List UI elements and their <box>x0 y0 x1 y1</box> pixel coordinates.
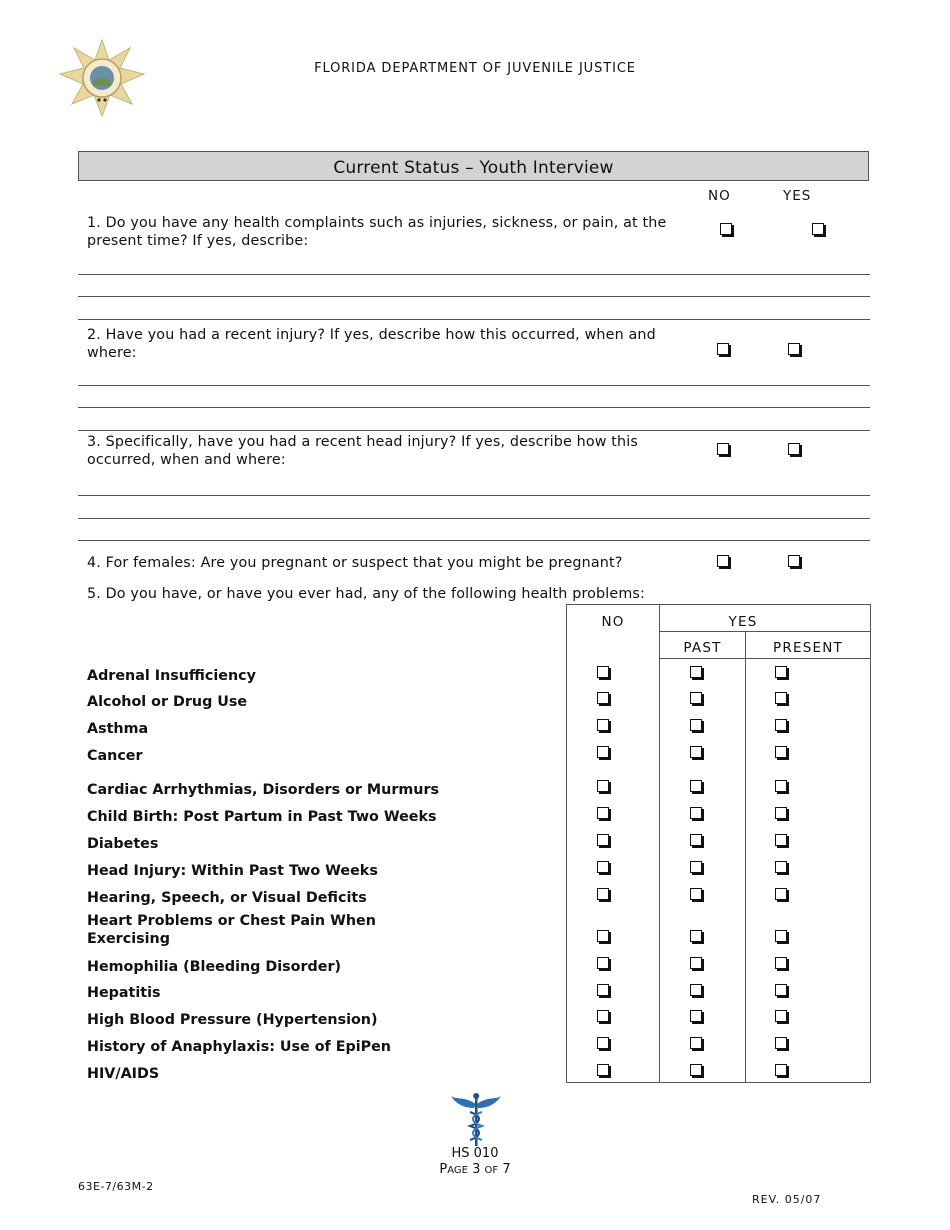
question-2-no-checkbox[interactable] <box>717 343 729 355</box>
problem-label: History of Anaphylaxis: Use of EpiPen <box>87 1039 391 1055</box>
problem-label: Diabetes <box>87 836 159 852</box>
answer-line <box>78 540 870 541</box>
table-border-right <box>870 604 871 1083</box>
form-code: HS 010 <box>451 1146 499 1161</box>
question-5-text: 5. Do you have, or have you ever had, any of the following health problems: <box>87 586 645 602</box>
problem-past-checkbox[interactable] <box>690 807 702 819</box>
caduceus-icon <box>450 1092 502 1148</box>
table-divider-no-yes <box>659 604 660 1083</box>
table-rule-yes-sub <box>659 631 871 632</box>
problem-present-checkbox[interactable] <box>775 888 787 900</box>
page-indicator <box>0 1162 950 1177</box>
table-yes-header: YES <box>728 614 758 630</box>
question-2-yes-checkbox[interactable] <box>788 343 800 355</box>
section-title: Current Status – Youth Interview <box>78 151 869 181</box>
problem-label: Alcohol or Drug Use <box>87 694 248 710</box>
star-badge-seal-icon <box>58 38 146 118</box>
problem-present-checkbox[interactable] <box>775 1037 787 1049</box>
problem-no-checkbox[interactable] <box>597 861 609 873</box>
problem-no-checkbox[interactable] <box>597 666 609 678</box>
problem-label: Adrenal Insufficiency <box>87 668 256 684</box>
answer-line <box>78 296 870 297</box>
problem-label: Child Birth: Post Partum in Past Two Weeks <box>87 809 437 825</box>
table-divider-past-present <box>745 631 746 1083</box>
answer-line <box>78 319 870 320</box>
problem-label: Asthma <box>87 721 149 737</box>
problem-past-checkbox[interactable] <box>690 666 702 678</box>
problem-no-checkbox[interactable] <box>597 719 609 731</box>
problem-present-checkbox[interactable] <box>775 666 787 678</box>
question-1-yes-checkbox[interactable] <box>812 223 824 235</box>
problem-past-checkbox[interactable] <box>690 834 702 846</box>
problem-past-checkbox[interactable] <box>690 1010 702 1022</box>
question-1-text: 1. Do you have any health complaints such as injuries, sickness, or pain, at the present time? If yes, describe: <box>87 215 667 249</box>
answer-line <box>78 495 870 496</box>
problem-no-checkbox[interactable] <box>597 984 609 996</box>
question-4-text: 4. For females: Are you pregnant or suspect that you might be pregnant? <box>87 555 623 571</box>
problem-no-checkbox[interactable] <box>597 746 609 758</box>
problem-present-checkbox[interactable] <box>775 957 787 969</box>
table-border-bottom <box>566 1082 871 1083</box>
problem-present-checkbox[interactable] <box>775 930 787 942</box>
problem-present-checkbox[interactable] <box>775 1010 787 1022</box>
table-rule-header-bottom <box>659 658 871 659</box>
problem-label: Hepatitis <box>87 985 161 1001</box>
problem-no-checkbox[interactable] <box>597 1037 609 1049</box>
problem-no-checkbox[interactable] <box>597 1010 609 1022</box>
answer-line <box>78 274 870 275</box>
problem-present-checkbox[interactable] <box>775 984 787 996</box>
problem-past-checkbox[interactable] <box>690 746 702 758</box>
no-column-header: NO <box>708 188 731 204</box>
problem-past-checkbox[interactable] <box>690 861 702 873</box>
problem-present-checkbox[interactable] <box>775 746 787 758</box>
problem-past-checkbox[interactable] <box>690 984 702 996</box>
question-1-no-checkbox[interactable] <box>720 223 732 235</box>
problem-no-checkbox[interactable] <box>597 957 609 969</box>
page-word-initial: P <box>439 1162 448 1177</box>
answer-line <box>78 518 870 519</box>
answer-line <box>78 385 870 386</box>
problem-no-checkbox[interactable] <box>597 780 609 792</box>
yes-column-header: YES <box>783 188 812 204</box>
problem-label: Hemophilia (Bleeding Disorder) <box>87 959 342 975</box>
problem-past-checkbox[interactable] <box>690 1064 702 1076</box>
of-word: OF <box>484 1165 499 1176</box>
problem-label: Cardiac Arrhythmias, Disorders or Murmurs <box>87 782 440 798</box>
problem-past-checkbox[interactable] <box>690 719 702 731</box>
problem-label: Head Injury: Within Past Two Weeks <box>87 863 378 879</box>
problem-present-checkbox[interactable] <box>775 1064 787 1076</box>
question-4-no-checkbox[interactable] <box>717 555 729 567</box>
table-border-left <box>566 604 567 1083</box>
problem-label: HIV/AIDS <box>87 1066 160 1082</box>
problem-label: Hearing, Speech, or Visual Deficits <box>87 890 367 906</box>
revision-date: REV. 05/07 <box>752 1193 822 1206</box>
problem-present-checkbox[interactable] <box>775 834 787 846</box>
agency-header: FLORIDA DEPARTMENT OF JUVENILE JUSTICE <box>314 61 636 76</box>
problem-label: Cancer <box>87 748 143 764</box>
problem-label: Heart Problems or Chest Pain When Exercising <box>87 913 376 947</box>
question-3-yes-checkbox[interactable] <box>788 443 800 455</box>
problem-present-checkbox[interactable] <box>775 780 787 792</box>
table-present-header: PRESENT <box>773 640 843 656</box>
page-number: 3 <box>472 1162 481 1177</box>
problem-past-checkbox[interactable] <box>690 692 702 704</box>
problem-no-checkbox[interactable] <box>597 888 609 900</box>
problem-no-checkbox[interactable] <box>597 1064 609 1076</box>
problem-label: High Blood Pressure (Hypertension) <box>87 1012 378 1028</box>
problem-present-checkbox[interactable] <box>775 861 787 873</box>
answer-line <box>78 407 870 408</box>
problem-no-checkbox[interactable] <box>597 807 609 819</box>
table-past-header: PAST <box>683 640 722 656</box>
problem-past-checkbox[interactable] <box>690 888 702 900</box>
problem-no-checkbox[interactable] <box>597 692 609 704</box>
question-4-yes-checkbox[interactable] <box>788 555 800 567</box>
question-3-no-checkbox[interactable] <box>717 443 729 455</box>
problem-present-checkbox[interactable] <box>775 692 787 704</box>
question-3-text: 3. Specifically, have you had a recent head injury? If yes, describe how this occurred, when and where: <box>87 434 638 468</box>
problem-no-checkbox[interactable] <box>597 834 609 846</box>
page-total: 7 <box>502 1162 511 1177</box>
problem-past-checkbox[interactable] <box>690 1037 702 1049</box>
table-no-header: NO <box>601 614 625 630</box>
problem-present-checkbox[interactable] <box>775 719 787 731</box>
rule-reference: 63E-7/63M-2 <box>78 1180 154 1193</box>
question-2-text: 2. Have you had a recent injury? If yes, describe how this occurred, when and where: <box>87 327 656 361</box>
problem-past-checkbox[interactable] <box>690 930 702 942</box>
table-border-top <box>566 604 871 605</box>
problem-past-checkbox[interactable] <box>690 780 702 792</box>
problem-present-checkbox[interactable] <box>775 807 787 819</box>
problem-past-checkbox[interactable] <box>690 957 702 969</box>
answer-line <box>78 430 870 431</box>
page-word-rest: AGE <box>447 1165 468 1176</box>
problem-no-checkbox[interactable] <box>597 930 609 942</box>
